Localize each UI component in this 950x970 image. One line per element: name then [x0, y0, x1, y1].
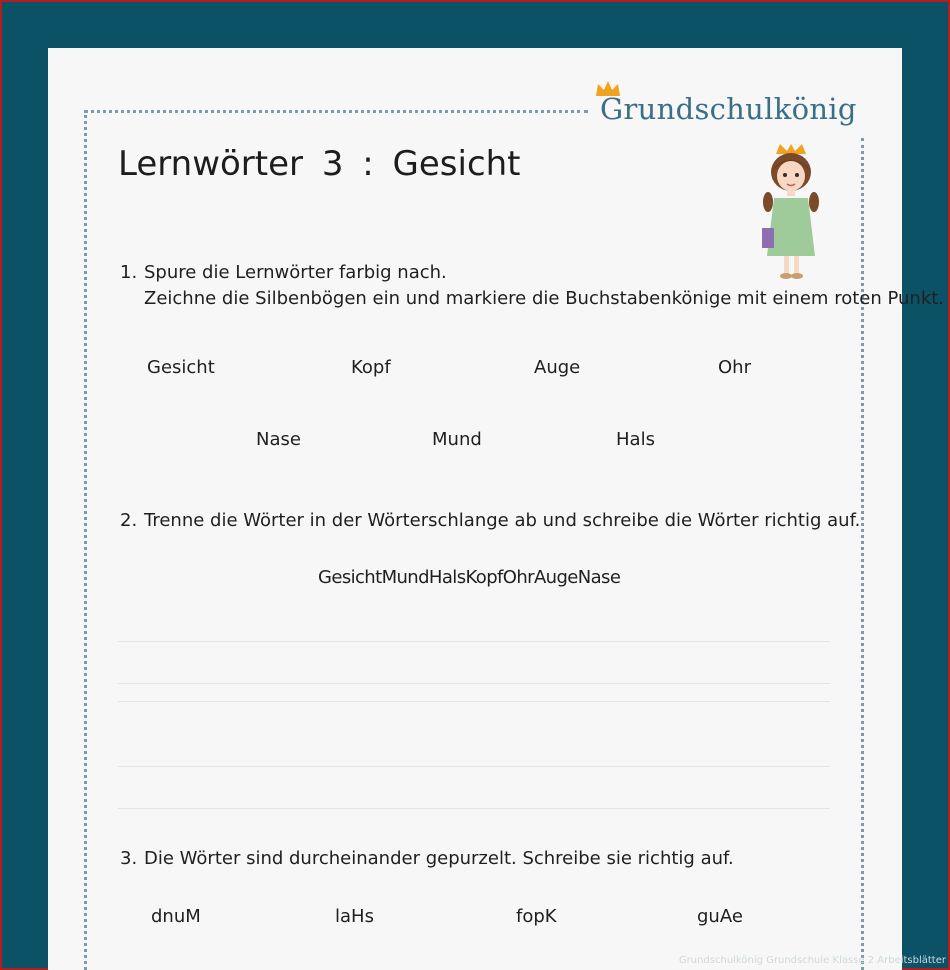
task-1-number: 1. — [120, 262, 138, 283]
word-gesicht: Gesicht — [147, 357, 215, 378]
task-3-number: 3. — [120, 848, 138, 869]
word-hals: Hals — [616, 429, 655, 450]
writing-line-3 — [118, 701, 830, 702]
page-title: Lernwörter 3 : Gesicht — [118, 144, 521, 184]
word-snake: GesichtMundHalsKopfOhrAugeNase — [318, 567, 621, 588]
word-ohr: Ohr — [718, 357, 751, 378]
writing-line-2 — [118, 683, 830, 684]
task-1-text-2: Zeichne die Silbenbögen ein und markiere die Buchstabenkönige mit einem roten Punkt. — [144, 288, 945, 309]
scrambled-word-2: laHs — [335, 906, 374, 927]
task-1-text-1: Spure die Lernwörter farbig nach. — [144, 262, 447, 283]
word-mund: Mund — [432, 429, 482, 450]
scrambled-word-1: dnuM — [151, 906, 201, 927]
dotted-border-right — [861, 138, 864, 970]
word-nase: Nase — [256, 429, 301, 450]
task-2-number: 2. — [120, 510, 138, 531]
girl-illustration-icon — [758, 144, 824, 280]
task-1-line-1 — [120, 262, 447, 283]
footer-caption: Grundschulkönig Grundschule Klasse 2 Arbeitsblätter — [678, 955, 946, 966]
writing-line-4 — [118, 766, 830, 767]
task-2-line — [120, 510, 860, 531]
worksheet — [48, 48, 945, 970]
word-auge: Auge — [534, 357, 581, 378]
scrambled-word-3: fopK — [516, 906, 557, 927]
task-3-text: Die Wörter sind durcheinander gepurzelt. Schreibe sie richtig auf. — [144, 848, 734, 869]
word-kopf: Kopf — [351, 357, 391, 378]
scrambled-word-4: guAe — [697, 906, 743, 927]
brand-logo: Grundschulkönig — [600, 92, 857, 126]
dotted-border-left — [84, 110, 87, 970]
writing-line-5 — [118, 808, 830, 809]
dotted-border-top — [84, 110, 588, 113]
task-2-text: Trenne die Wörter in der Wörterschlange ab und schreibe die Wörter richtig auf. — [144, 510, 861, 531]
writing-line-1 — [118, 641, 830, 642]
task-3-line — [120, 848, 734, 869]
